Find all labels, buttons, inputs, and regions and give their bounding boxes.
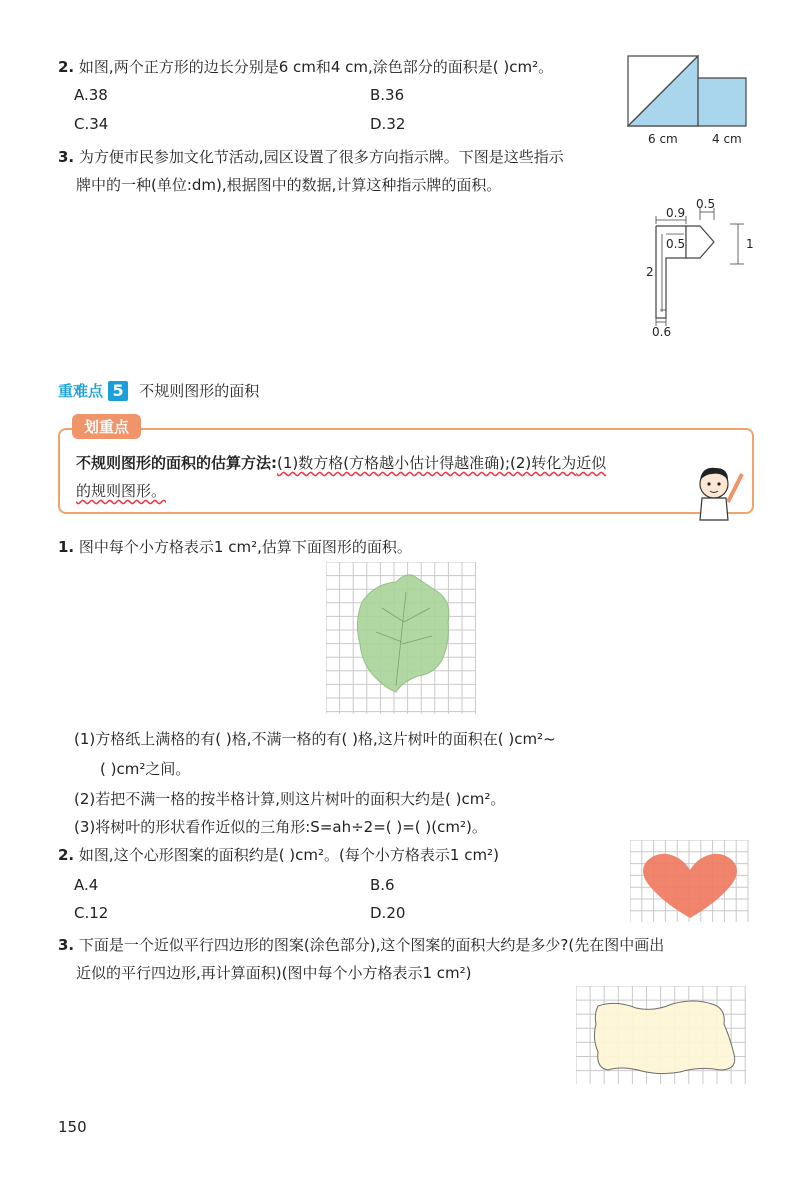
q2-bottom-option-c[interactable]: C.12 [74,904,109,922]
label-6cm: 6 cm [648,132,678,146]
dim-0-5-inner: 0.5 [666,237,686,251]
q3-top-stem-line1: 3. 为方便市民参加文化节活动,园区设置了很多方向指示牌。下图是这些指示 [58,148,564,166]
q3-top-stem-line2: 牌中的一种(单位:dm),根据图中的数据,计算这种指示牌的面积。 [76,176,502,194]
dim-2: 2 [646,265,654,279]
q2-bottom-option-d[interactable]: D.20 [370,904,406,922]
q2-top-stem: 2. 如图,两个正方形的边长分别是6 cm和4 cm,涂色部分的面积是( )cm²。 [58,58,554,76]
q2-top-option-d[interactable]: D.32 [370,115,406,133]
parallelogram-grid-figure [576,986,748,1086]
q2-bottom-option-b[interactable]: B.6 [370,876,395,894]
keypoint-line1: 不规则图形的面积的估算方法:(1)数方格(方格越小估计得越准确);(2)转化为近似 [76,454,607,472]
irregular-shape [594,1001,734,1074]
q2-bottom-option-a[interactable]: A.4 [74,876,99,894]
section-badge: 5 [108,381,128,401]
section-header [58,380,259,401]
dim-0-5-top: 0.5 [696,197,716,211]
q1-sub1-line1: (1)方格纸上满格的有( )格,不满一格的有( )格,这片树叶的面积在( )cm²~ [74,730,556,748]
dim-1: 1 [746,237,754,251]
q2-top-option-a[interactable]: A.38 [74,86,108,104]
label-4cm: 4 cm [712,132,742,146]
section-title: 不规则图形的面积 [139,382,260,400]
q1-sub3: (3)将树叶的形状看作近似的三角形:S=ah÷2=( )=( )(cm²)。 [74,818,487,836]
leaf-grid-figure [326,562,478,716]
q1-stem: 1. 图中每个小方格表示1 cm²,估算下面图形的面积。 [58,538,412,556]
q2-top-option-b[interactable]: B.36 [370,86,405,104]
q1-sub1-line2: ( )cm²之间。 [100,760,191,778]
small-square [698,78,746,126]
section-tag: 重难点 [58,382,104,400]
page-number: 150 [58,1118,87,1136]
heart-grid-figure [630,840,750,924]
signpost-figure [630,190,760,340]
cartoon-boy-icon [688,462,744,524]
dim-0-9: 0.9 [666,206,686,220]
keypoint-line2: 的规则图形。 [76,482,167,500]
q2-top-option-c[interactable]: C.34 [74,115,109,133]
q3-bottom-stem-line2: 近似的平行四边形,再计算面积)(图中每个小方格表示1 cm²) [76,964,472,982]
keypoint-tag: 划重点 [72,414,141,439]
q2-bottom-stem: 2. 如图,这个心形图案的面积约是( )cm²。(每个小方格表示1 cm²) [58,846,499,864]
q1-sub2: (2)若把不满一格的按半格计算,则这片树叶的面积大约是( )cm²。 [74,790,506,808]
two-squares-figure [620,50,760,150]
q3-bottom-stem-line1: 3. 下面是一个近似平行四边形的图案(涂色部分),这个图案的面积大约是多少?(先在图中画出 [58,936,665,954]
dim-0-6: 0.6 [652,325,672,339]
